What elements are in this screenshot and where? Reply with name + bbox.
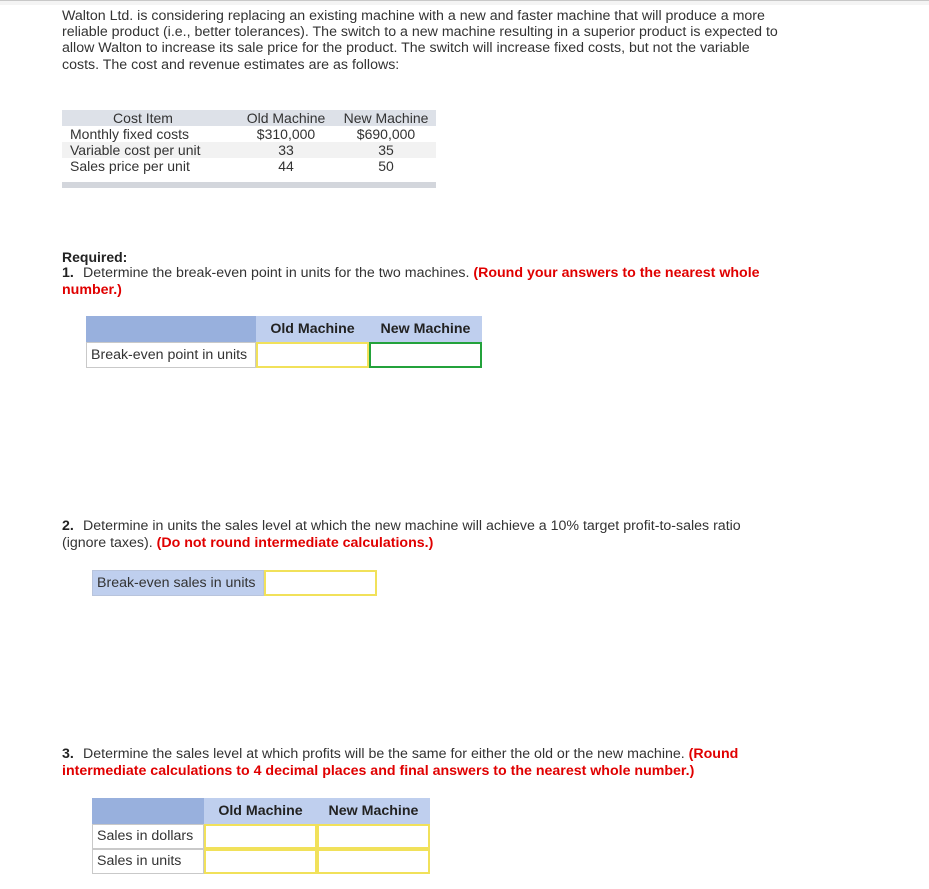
q1-text: Determine the break-even point in units for the two machines.	[83, 265, 470, 281]
q1-header-old: Old Machine	[256, 316, 369, 342]
q3-row-label-units: Sales in units	[92, 849, 204, 874]
cost-label: Monthly fixed costs	[70, 126, 190, 142]
q3-new-sales-units-input[interactable]	[317, 849, 430, 874]
q3-row-label-dollars: Sales in dollars	[92, 824, 204, 849]
new-value: $690,000	[356, 126, 416, 142]
table-bottom-bar	[62, 182, 436, 188]
cost-row-variable	[62, 142, 436, 158]
question-1	[62, 265, 782, 299]
q2-note: (Do not round intermediate calculations.)	[156, 535, 434, 551]
q1-new-machine-input[interactable]	[369, 342, 482, 368]
old-value: 44	[278, 158, 294, 174]
q2-text: Determine in units the sales level at which the new machine will achieve a 10% target profit-to-sales ratio (ignore taxes).	[62, 518, 741, 551]
q3-old-sales-dollars-input[interactable]	[204, 824, 317, 849]
header-old-machine: Old Machine	[246, 110, 326, 126]
q1-note: (Round your answers to the nearest whole number.)	[62, 265, 760, 298]
q1-header-new: New Machine	[369, 316, 482, 342]
old-value: 33	[278, 142, 294, 158]
cost-table-header	[62, 110, 436, 126]
q3-note: (Round intermediate calculations to 4 decimal places and final answers to the nearest whole number.)	[62, 746, 739, 779]
q2-number: 2.	[62, 518, 74, 534]
top-border	[0, 0, 929, 5]
question-2	[62, 518, 782, 552]
header-new-machine: New Machine	[343, 110, 429, 126]
q1-number: 1.	[62, 265, 74, 281]
q2-sales-units-input[interactable]	[264, 570, 377, 596]
cost-label: Sales price per unit	[70, 158, 190, 174]
q3-new-sales-dollars-input[interactable]	[317, 824, 430, 849]
new-value: 50	[378, 158, 394, 174]
q3-header-old: Old Machine	[204, 798, 317, 824]
cost-row-price	[62, 158, 436, 174]
cost-table	[62, 110, 436, 188]
q3-number: 3.	[62, 746, 74, 762]
question-3	[62, 746, 782, 780]
q1-row-label: Break-even point in units	[86, 342, 256, 368]
q1-old-machine-input[interactable]	[256, 342, 369, 368]
q3-text: Determine the sales level at which profits will be the same for either the old or the new machine.	[83, 746, 685, 762]
q2-row-label: Break-even sales in units	[92, 570, 264, 596]
header-cost-item: Cost Item	[113, 110, 173, 126]
old-value: $310,000	[256, 126, 316, 142]
new-value: 35	[378, 142, 394, 158]
q3-old-sales-units-input[interactable]	[204, 849, 317, 874]
required-heading: Required:	[62, 249, 128, 265]
cost-label: Variable cost per unit	[70, 142, 201, 158]
q3-header-new: New Machine	[317, 798, 430, 824]
problem-intro: Walton Ltd. is considering replacing an existing machine with a new and faster machine that will produce a more reliable product (i.e., better tolerances). The switch to a new machine resulting in a superior product is expected to allow Walton to increase its sale price for the product. The switch will increase fixed costs, but not the variable costs. The cost and revenue estimates are as follows:	[62, 8, 778, 73]
cost-row-fixed	[62, 126, 436, 142]
